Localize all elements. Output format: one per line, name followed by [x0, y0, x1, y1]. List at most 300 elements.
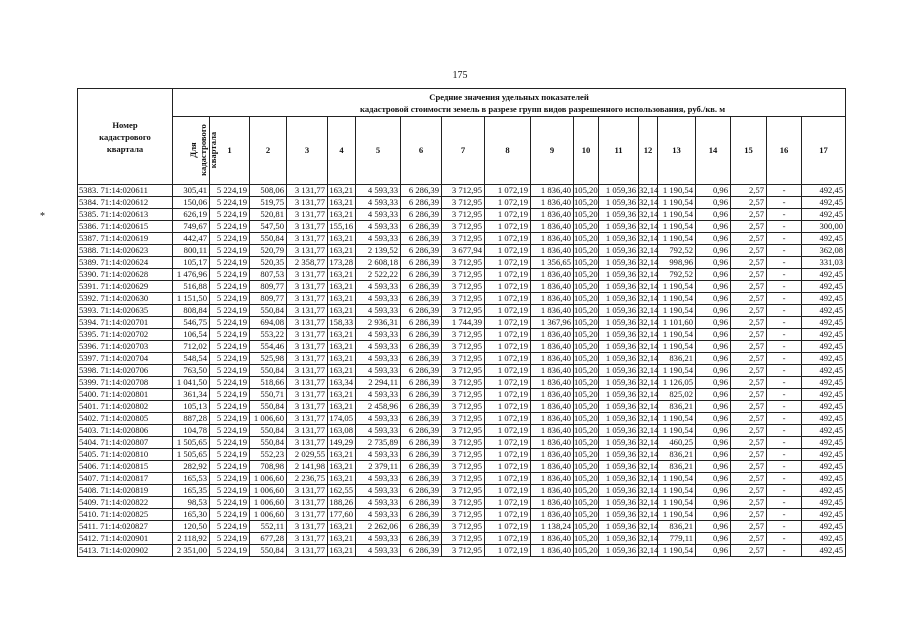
table-cell: 5 224,19 — [210, 485, 250, 497]
table-cell: 362,08 — [802, 245, 846, 257]
table-cell: 1 836,40 — [531, 185, 574, 197]
table-cell: 1 059,36 — [599, 437, 639, 449]
table-cell: 3 712,95 — [442, 185, 485, 197]
table-cell: 2,57 — [731, 221, 767, 233]
table-cell: 2,57 — [731, 293, 767, 305]
table-cell: 550,84 — [250, 233, 287, 245]
table-cell: 0,96 — [696, 257, 731, 269]
table-cell: 5 224,19 — [210, 365, 250, 377]
table-cell: 163,21 — [328, 245, 356, 257]
table-cell: 1 072,19 — [485, 197, 531, 209]
table-cell: 32,14 — [639, 449, 659, 459]
cell-quarter-id: 5412. 71:14:020901 — [78, 533, 173, 545]
table-cell: 105,20 — [574, 233, 598, 243]
table-cell: 5 224,19 — [210, 269, 250, 281]
table-cell: 105,20 — [574, 305, 598, 315]
table-cell: 3 712,95 — [442, 305, 485, 317]
table-cell: - — [767, 485, 802, 497]
table-cell: 105,20 — [574, 185, 598, 195]
table-cell: 163,21 — [328, 353, 356, 365]
table-cell: - — [767, 293, 802, 305]
table-cell: 492,45 — [802, 509, 846, 521]
table-cell: 525,98 — [250, 353, 287, 365]
table-row — [78, 401, 846, 413]
table-cell: 1 836,40 — [531, 245, 574, 257]
cell-quarter-id: 5404. 71:14:020807 — [78, 437, 173, 449]
table-cell: 2,57 — [731, 425, 767, 437]
table-cell: 5 224,19 — [210, 533, 250, 545]
table-cell: 5 224,19 — [210, 305, 250, 317]
table-cell: 163,34 — [328, 377, 356, 389]
table-cell: 1 072,19 — [485, 341, 531, 353]
table-cell: 0,96 — [696, 329, 731, 341]
cell-quarter-id: 5383. 71:14:020611 — [78, 185, 173, 197]
table-cell: 32,14 — [639, 413, 659, 423]
table-cell: 2,57 — [731, 401, 767, 413]
table-row — [78, 377, 846, 389]
table-cell: 105,20 — [574, 293, 598, 303]
table-cell: - — [767, 353, 802, 365]
table-cell: 5 224,19 — [210, 221, 250, 233]
table-cell: 1 476,96 — [173, 269, 210, 281]
table-cell: 1 190,54 — [658, 185, 696, 197]
table-cell: 492,45 — [802, 533, 846, 545]
table-cell: 1 059,36 — [599, 389, 639, 401]
table-cell: 105,20 — [574, 269, 598, 279]
table-cell: 4 593,33 — [356, 449, 401, 461]
table-cell: 4 593,33 — [356, 197, 401, 209]
table-cell: 3 131,77 — [287, 341, 328, 353]
table-cell: 1 190,54 — [658, 233, 696, 245]
table-cell: 2,57 — [731, 281, 767, 293]
table-cell: 5 224,19 — [210, 389, 250, 401]
table-cell: 1 836,40 — [531, 233, 574, 245]
table-cell: 3 131,77 — [287, 437, 328, 449]
table-row — [78, 437, 846, 449]
table-cell: 1 836,40 — [531, 293, 574, 305]
table-cell: 2 351,00 — [173, 545, 210, 557]
cell-quarter-id: 5393. 71:14:020635 — [78, 305, 173, 317]
table-cell: 1 744,39 — [442, 317, 485, 329]
cell-quarter-id: 5384. 71:14:020612 — [78, 197, 173, 209]
cell-quarter-id: 5394. 71:14:020701 — [78, 317, 173, 329]
table-cell: 1 072,19 — [485, 293, 531, 305]
table-cell: 1 190,54 — [658, 221, 696, 233]
header-col-11: 11 — [599, 117, 639, 185]
cell-quarter-id: 5405. 71:14:020810 — [78, 449, 173, 461]
table-cell: 1 072,19 — [485, 233, 531, 245]
table-cell: 163,21 — [328, 473, 356, 485]
table-cell: 3 712,95 — [442, 533, 485, 545]
table-cell: 2,57 — [731, 389, 767, 401]
table-cell: 2,57 — [731, 437, 767, 449]
table-cell: 3 712,95 — [442, 329, 485, 341]
table-cell: 0,96 — [696, 437, 731, 449]
table-cell: 1 836,40 — [531, 305, 574, 317]
table-cell: 552,23 — [250, 449, 287, 461]
table-cell: 1 836,40 — [531, 461, 574, 473]
table-cell: 1 836,40 — [531, 449, 574, 461]
table-cell: - — [767, 377, 802, 389]
table-cell: 626,19 — [173, 209, 210, 221]
table-cell: 800,11 — [173, 245, 210, 257]
table-cell: 105,20 — [574, 545, 598, 555]
table-cell: 547,50 — [250, 221, 287, 233]
table-cell: 163,21 — [328, 533, 356, 545]
table-cell: 4 593,33 — [356, 185, 401, 197]
table-cell: 1 138,24 — [531, 521, 574, 533]
header-col-9: 9 — [531, 117, 574, 185]
header-col-7: 7 — [442, 117, 485, 185]
table-cell: 809,77 — [250, 281, 287, 293]
table-cell: 3 131,77 — [287, 185, 328, 197]
table-cell: 1 072,19 — [485, 545, 531, 557]
table-cell: 1 072,19 — [485, 221, 531, 233]
cell-quarter-id: 5410. 71:14:020825 — [78, 509, 173, 521]
table-cell: 2 936,31 — [356, 317, 401, 329]
table-cell: 6 286,39 — [401, 545, 442, 557]
table-cell: 492,45 — [802, 521, 846, 533]
header-group-title: Средние значения удельных показателей кадастровой стоимости земель в разрезе групп видов разрешенного использования, руб./кв. м — [173, 89, 846, 117]
table-cell: 32,14 — [639, 245, 659, 255]
table-cell: 6 286,39 — [401, 401, 442, 413]
table-cell: 163,21 — [328, 341, 356, 353]
table-cell: 163,21 — [328, 545, 356, 557]
table-cell: 492,45 — [802, 317, 846, 329]
table-cell: 3 712,95 — [442, 509, 485, 521]
table-cell: 1 072,19 — [485, 485, 531, 497]
table-cell: 32,14 — [639, 209, 659, 219]
table-cell: 1 190,54 — [658, 425, 696, 437]
table-cell: 105,20 — [574, 437, 598, 447]
table-cell: 1 190,54 — [658, 305, 696, 317]
margin-mark: * — [40, 211, 45, 222]
table-cell: 0,96 — [696, 317, 731, 329]
table-cell: 3 131,77 — [287, 269, 328, 281]
table-cell: 2,57 — [731, 509, 767, 521]
table-cell: 173,28 — [328, 257, 356, 269]
table-cell: 2,57 — [731, 353, 767, 365]
table-cell: 5 224,19 — [210, 245, 250, 257]
table-cell: 105,20 — [574, 221, 598, 231]
table-cell: 177,60 — [328, 509, 356, 521]
table-cell: 0,96 — [696, 221, 731, 233]
table-cell: 2,57 — [731, 185, 767, 197]
table-cell: 163,21 — [328, 401, 356, 413]
table-cell: 6 286,39 — [401, 365, 442, 377]
table-cell: 1 190,54 — [658, 485, 696, 497]
table-cell: 1 190,54 — [658, 329, 696, 341]
table-cell: 1 836,40 — [531, 221, 574, 233]
table-row — [78, 185, 846, 197]
table-cell: 1 151,50 — [173, 293, 210, 305]
table-cell: 1 059,36 — [599, 353, 639, 365]
table-cell: 5 224,19 — [210, 437, 250, 449]
cell-quarter-id: 5386. 71:14:020615 — [78, 221, 173, 233]
table-cell: 4 593,33 — [356, 497, 401, 509]
table-cell: 105,20 — [574, 497, 598, 507]
table-cell: 3 712,95 — [442, 353, 485, 365]
table-cell: 2,57 — [731, 473, 767, 485]
table-cell: 163,21 — [328, 281, 356, 293]
table-cell: 4 593,33 — [356, 221, 401, 233]
table-cell: 3 131,77 — [287, 209, 328, 221]
table-cell: 105,20 — [574, 521, 598, 531]
table-cell: 550,84 — [250, 545, 287, 557]
table-cell: 2,57 — [731, 305, 767, 317]
table-cell: 163,21 — [328, 389, 356, 401]
table-cell: 4 593,33 — [356, 233, 401, 245]
table-cell: 1 006,60 — [250, 473, 287, 485]
table-cell: 1 059,36 — [599, 209, 639, 221]
table-cell: 105,20 — [574, 509, 598, 519]
table-cell: 492,45 — [802, 413, 846, 425]
table-cell: 105,20 — [574, 389, 598, 399]
cell-quarter-id: 5385. 71:14:020613 — [78, 209, 173, 221]
table-row — [78, 221, 846, 233]
cell-quarter-id: 5400. 71:14:020801 — [78, 389, 173, 401]
table-cell: 492,45 — [802, 329, 846, 341]
table-cell: 492,45 — [802, 449, 846, 461]
table-cell: 1 836,40 — [531, 197, 574, 209]
table-cell: 1 356,65 — [531, 257, 574, 269]
table-cell: 492,45 — [802, 545, 846, 557]
table-cell: 163,21 — [328, 197, 356, 209]
table-cell: 3 712,95 — [442, 377, 485, 389]
table-cell: 3 712,95 — [442, 341, 485, 353]
header-col-13: 13 — [658, 117, 696, 185]
table-cell: - — [767, 233, 802, 245]
table-cell: 1 072,19 — [485, 305, 531, 317]
table-row — [78, 305, 846, 317]
table-cell: 3 712,95 — [442, 425, 485, 437]
cadastral-value-table — [77, 88, 846, 557]
table-row — [78, 281, 846, 293]
table-cell: 105,20 — [574, 449, 598, 459]
table-cell: 1 190,54 — [658, 341, 696, 353]
table-cell: 4 593,33 — [356, 389, 401, 401]
table-cell: 305,41 — [173, 185, 210, 197]
table-cell: 492,45 — [802, 473, 846, 485]
table-cell: 1 101,60 — [658, 317, 696, 329]
table-cell: 2,57 — [731, 209, 767, 221]
table-cell: - — [767, 473, 802, 485]
table-cell: 1 072,19 — [485, 377, 531, 389]
table-cell: 32,14 — [639, 221, 659, 231]
table-cell: 5 224,19 — [210, 353, 250, 365]
table-cell: 105,20 — [574, 485, 598, 495]
table-cell: 32,14 — [639, 461, 659, 471]
table-cell: 163,21 — [328, 185, 356, 197]
table-cell: 1 836,40 — [531, 341, 574, 353]
table-cell: 163,21 — [328, 269, 356, 281]
table-cell: 4 593,33 — [356, 509, 401, 521]
table-cell: 6 286,39 — [401, 449, 442, 461]
table-cell: 1 072,19 — [485, 281, 531, 293]
table-cell: 4 593,33 — [356, 545, 401, 557]
table-cell: 6 286,39 — [401, 293, 442, 305]
table-cell: 492,45 — [802, 209, 846, 221]
table-cell: 3 712,95 — [442, 197, 485, 209]
table-cell: 3 712,95 — [442, 233, 485, 245]
table-cell: 32,14 — [639, 389, 659, 399]
table-cell: 3 712,95 — [442, 365, 485, 377]
table-cell: 6 286,39 — [401, 533, 442, 545]
table-cell: 5 224,19 — [210, 233, 250, 245]
header-col-5: 5 — [356, 117, 401, 185]
table-cell: 2 379,11 — [356, 461, 401, 473]
table-cell: 32,14 — [639, 269, 659, 279]
table-cell: 4 593,33 — [356, 533, 401, 545]
table-row — [78, 485, 846, 497]
table-cell: 825,02 — [658, 389, 696, 401]
table-cell: 3 131,77 — [287, 413, 328, 425]
table-cell: - — [767, 209, 802, 221]
table-cell: 1 836,40 — [531, 269, 574, 281]
table-cell: - — [767, 257, 802, 269]
table-cell: 0,96 — [696, 293, 731, 305]
table-cell: 492,45 — [802, 293, 846, 305]
table-cell: 0,96 — [696, 341, 731, 353]
header-col-4: 4 — [328, 117, 356, 185]
table-cell: 6 286,39 — [401, 197, 442, 209]
table-cell: 1 505,65 — [173, 449, 210, 461]
table-row — [78, 425, 846, 437]
table-cell: 1 190,54 — [658, 281, 696, 293]
table-cell: 0,96 — [696, 197, 731, 209]
table-cell: 6 286,39 — [401, 281, 442, 293]
table-cell: 1 836,40 — [531, 509, 574, 521]
table-cell: 149,29 — [328, 437, 356, 449]
table-cell: 5 224,19 — [210, 509, 250, 521]
table-row — [78, 293, 846, 305]
table-cell: 2,57 — [731, 329, 767, 341]
table-cell: 0,96 — [696, 497, 731, 509]
table-cell: 163,21 — [328, 449, 356, 461]
table-cell: 32,14 — [639, 401, 659, 411]
table-cell: 6 286,39 — [401, 509, 442, 521]
table-cell: 1 836,40 — [531, 329, 574, 341]
table-cell: 6 286,39 — [401, 521, 442, 533]
table-cell: 694,08 — [250, 317, 287, 329]
table-cell: 3 712,95 — [442, 221, 485, 233]
table-cell: 6 286,39 — [401, 257, 442, 269]
table-cell: 105,20 — [574, 341, 598, 351]
table-cell: - — [767, 533, 802, 545]
header-col-14: 14 — [696, 117, 731, 185]
table-cell: 32,14 — [639, 485, 659, 495]
table-cell: 6 286,39 — [401, 341, 442, 353]
table-cell: 1 072,19 — [485, 473, 531, 485]
table-cell: 2 735,89 — [356, 437, 401, 449]
table-cell: 1 836,40 — [531, 437, 574, 449]
table-cell: 998,96 — [658, 257, 696, 269]
table-cell: 32,14 — [639, 293, 659, 303]
table-cell: 550,84 — [250, 425, 287, 437]
table-cell: 1 072,19 — [485, 257, 531, 269]
table-cell: - — [767, 425, 802, 437]
table-cell: 792,52 — [658, 245, 696, 257]
table-cell: 492,45 — [802, 425, 846, 437]
table-cell: 1 072,19 — [485, 521, 531, 533]
table-cell: 519,75 — [250, 197, 287, 209]
table-cell: 1 072,19 — [485, 449, 531, 461]
table-cell: 548,54 — [173, 353, 210, 365]
table-cell: 1 059,36 — [599, 281, 639, 293]
table-cell: 2 262,06 — [356, 521, 401, 533]
table-cell: 32,14 — [639, 497, 659, 507]
table-cell: 1 072,19 — [485, 389, 531, 401]
cell-quarter-id: 5398. 71:14:020706 — [78, 365, 173, 377]
table-cell: 105,13 — [173, 401, 210, 413]
table-cell: 105,20 — [574, 245, 598, 255]
table-cell: 0,96 — [696, 353, 731, 365]
table-cell: 32,14 — [639, 317, 659, 327]
table-cell: 1 059,36 — [599, 413, 639, 425]
table-cell: 105,20 — [574, 209, 598, 219]
table-cell: 1 059,36 — [599, 197, 639, 209]
table-cell: 6 286,39 — [401, 473, 442, 485]
table-cell: 32,14 — [639, 305, 659, 315]
table-cell: 1 059,36 — [599, 185, 639, 197]
table-cell: 32,14 — [639, 377, 659, 387]
table-cell: 105,20 — [574, 425, 598, 435]
table-cell: 2,57 — [731, 197, 767, 209]
table-cell: 1 836,40 — [531, 425, 574, 437]
cell-quarter-id: 5413. 71:14:020902 — [78, 545, 173, 557]
table-cell: 836,21 — [658, 401, 696, 413]
table-cell: 163,21 — [328, 329, 356, 341]
table-cell: 105,20 — [574, 401, 598, 411]
table-cell: 4 593,33 — [356, 305, 401, 317]
table-cell: 0,96 — [696, 185, 731, 197]
table-cell: 282,92 — [173, 461, 210, 473]
table-cell: 3 131,77 — [287, 497, 328, 509]
table-cell: 6 286,39 — [401, 245, 442, 257]
table-cell: 0,96 — [696, 269, 731, 281]
table-cell: 150,06 — [173, 197, 210, 209]
table-cell: 1 059,36 — [599, 305, 639, 317]
header-col-12: 12 — [639, 117, 658, 185]
table-cell: 3 712,95 — [442, 473, 485, 485]
table-row — [78, 245, 846, 257]
table-cell: 492,45 — [802, 389, 846, 401]
table-cell: 3 131,77 — [287, 317, 328, 329]
table-cell: 2 608,18 — [356, 257, 401, 269]
table-cell: 492,45 — [802, 365, 846, 377]
table-cell: 6 286,39 — [401, 209, 442, 221]
cell-quarter-id: 5409. 71:14:020822 — [78, 497, 173, 509]
table-cell: 1 059,36 — [599, 269, 639, 281]
table-cell: 32,14 — [639, 185, 659, 195]
table-cell: 1 190,54 — [658, 209, 696, 221]
table-cell: 32,14 — [639, 509, 659, 519]
table-cell: 105,20 — [574, 353, 598, 363]
cell-quarter-id: 5395. 71:14:020702 — [78, 329, 173, 341]
table-cell: 3 131,77 — [287, 353, 328, 365]
table-row — [78, 197, 846, 209]
table-cell: 492,45 — [802, 233, 846, 245]
table-cell: 105,20 — [574, 317, 598, 327]
table-cell: 492,45 — [802, 401, 846, 413]
header-cadastral-quarter-number: Номер кадастрового квартала — [78, 89, 173, 185]
table-cell: 6 286,39 — [401, 389, 442, 401]
table-row — [78, 353, 846, 365]
table-cell: 520,35 — [250, 257, 287, 269]
table-cell: 4 593,33 — [356, 425, 401, 437]
header-col-10: 10 — [574, 117, 599, 185]
table-cell: - — [767, 509, 802, 521]
